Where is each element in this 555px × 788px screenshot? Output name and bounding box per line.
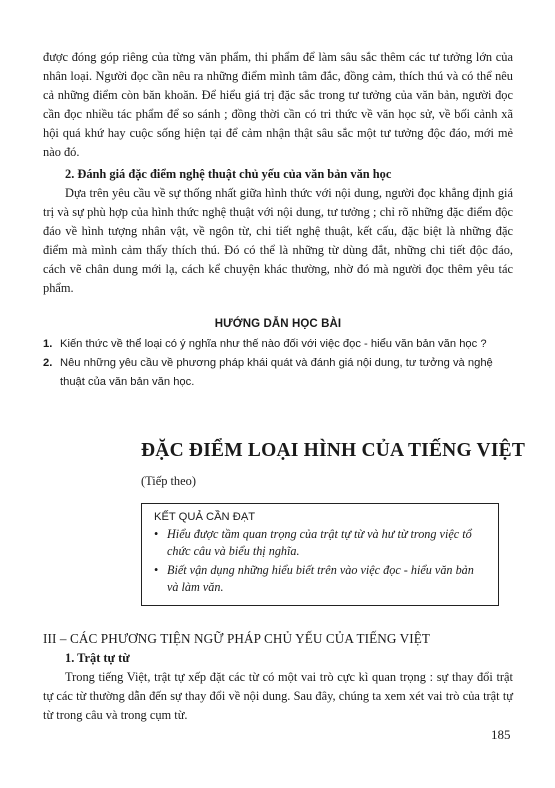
study-guide-title: HƯỚNG DẪN HỌC BÀI	[214, 318, 342, 330]
outcome-text: Biết vận dụng những hiểu biết trên vào việc đọc - hiểu văn bản và làm văn.	[167, 563, 474, 594]
question-number: 1.	[43, 338, 53, 350]
section-3-body: Trong tiếng Việt, trật tự xếp đặt các từ có một vai trò cực kì quan trọng : sự thay đổi trật tự các từ thường dẫn đến sự thay đổi về nội dung. Sau đây, chúng ta xem xét vai trò của trật tự từ trong câu và trong cụm từ.	[43, 670, 513, 722]
bullet-icon: •	[154, 563, 159, 577]
outcome-text: Hiểu được tầm quan trọng của trật tự từ và hư từ trong việc tổ chức câu và biểu thị nghĩa.	[167, 527, 472, 558]
question-item	[43, 354, 513, 392]
section-3-subheading: 1. Trật tự từ	[65, 651, 130, 665]
learning-outcomes-title: KẾT QUẢ CẦN ĐẠT	[154, 511, 256, 523]
section-2-heading: 2. Đánh giá đặc điểm nghệ thuật chủ yếu của văn bản văn học	[65, 167, 392, 181]
section-3-heading: III – CÁC PHƯƠNG TIỆN NGỮ PHÁP CHỦ YẾU CỦA TIẾNG VIỆT	[43, 631, 431, 646]
learning-outcomes-box	[141, 503, 499, 606]
question-number: 2.	[43, 357, 53, 369]
question-text: Nêu những yêu cầu về phương pháp khái quát và đánh giá nội dung, tư tưởng và nghệ thuật của văn bản văn học.	[60, 357, 493, 388]
outcome-item	[154, 526, 488, 560]
question-text: Kiến thức về thể loại có ý nghĩa như thế nào đối với việc đọc - hiểu văn bản văn học ?	[60, 338, 487, 350]
intro-paragraph: được đóng góp riêng của từng văn phẩm, thi phẩm để làm sâu sắc thêm các tư tưởng lớn của nhân loại. Người đọc cần nêu ra những điểm mình tâm đắc, đồng cảm, thích thú và có thể nêu cả những điểm còn băn khoăn. Để hiểu giá trị đặc sắc trong tư tưởng của văn bản, người đọc cần đọc nhiều tác phẩm để so sánh ; đồng thời cần có tri thức về văn học sử, về bối cảnh xã hội quá khứ hay cuộc sống hiện tại để cảm nhận thật sâu sắc một tư tưởng độc đáo, mới mẻ nào đó.	[43, 50, 513, 159]
lesson-subtitle: (Tiếp theo)	[141, 474, 196, 488]
page-content	[43, 48, 526, 725]
section-2-body: Dựa trên yêu cầu về sự thống nhất giữa hình thức với nội dung, người đọc khẳng định giá trị và sự phù hợp của hình thức nghệ thuật với nội dung, tư tưởng ; chỉ rõ những đặc điểm độc đáo về hình tượng nhân vật, về ngôn từ, chi tiết nghệ thuật, kết cấu, đặc biệt là những đặc điểm mà mình cảm thấy thích thú. Đó có thể là những từ dùng đắt, những chi tiết độc đáo, cách vẽ chân dung mới lạ, cách kể chuyện khác thường, nhờ đó mà người đọc thêm yêu tác phẩm.	[43, 186, 513, 295]
page-number: 185	[491, 727, 511, 742]
study-questions	[43, 335, 513, 392]
bullet-icon: •	[154, 527, 159, 541]
outcome-item	[154, 562, 488, 596]
question-item	[43, 335, 513, 354]
lesson-title: ĐẶC ĐIỂM LOẠI HÌNH CỦA TIẾNG VIỆT	[141, 440, 526, 461]
learning-outcomes-list	[154, 526, 488, 596]
